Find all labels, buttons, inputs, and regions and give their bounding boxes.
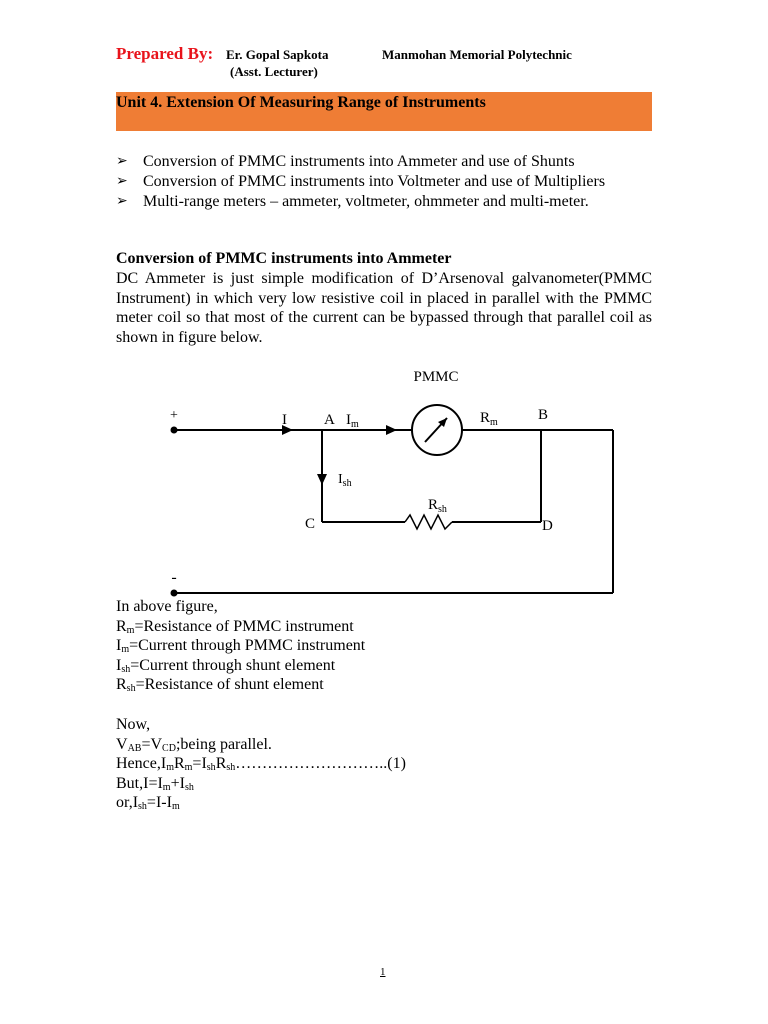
current-im-arrow: [386, 425, 397, 435]
definitions-intro: In above figure,: [116, 598, 218, 615]
prepared-by-label: Prepared By:: [116, 44, 214, 63]
node-b-label: B: [538, 407, 549, 423]
equation-vab-vcd: $V_{AB}=V_{CD};being$ parallel.: [116, 735, 272, 754]
ammeter-shunt-circuit-diagram: [160, 362, 620, 598]
node-c-label: C: [305, 516, 316, 532]
res-rsh-label: $R_{sh}$: [428, 497, 447, 515]
definition-rsh: $R_{sh}=Resistance$ of shunt element: [116, 676, 324, 694]
arrow-bullet-icon: ➢: [116, 194, 128, 209]
plus-label: +: [170, 408, 178, 423]
minus-terminal: [171, 590, 178, 597]
author-title: (Asst. Lecturer): [230, 64, 318, 79]
equation-ish: $or,I_{sh}=I-I_m$: [116, 794, 180, 812]
list-item: ➢ Multi-range meters – ammeter, voltmeter, ohmmeter and multi-meter.: [116, 193, 589, 210]
list-item: ➢ Conversion of PMMC instruments into Ammeter and use of Shunts: [116, 153, 575, 170]
node-a-label: A: [324, 412, 335, 428]
definition-rm: $R_m=Resistance$ of PMMC instrument: [116, 617, 354, 636]
now-label: Now,: [116, 716, 151, 733]
body-paragraph: DC Ammeter is just simple modification of D’Arsenoval galvanometer(PMMC Instrument) in which very low resistive coil in placed in parallel with the PMMC meter coil so that most of the current can be bypassed through that parallel coil as shown in figure below.: [116, 270, 652, 346]
minus-label: -: [171, 569, 177, 586]
res-rm-label: $R_m$: [480, 410, 498, 428]
current-i-label: I: [282, 412, 287, 428]
institution-name: Manmohan Memorial Polytechnic: [382, 47, 572, 62]
definition-ish: $I_{sh}=Current$ through shunt element: [116, 656, 336, 675]
symbol-definitions: [116, 597, 365, 695]
arrow-bullet-icon: ➢: [116, 154, 128, 169]
plus-terminal: [171, 427, 178, 434]
current-im-label: $I_m$: [346, 412, 359, 430]
author-name: Er. Gopal Sapkota: [226, 47, 329, 62]
current-ish-label: $I_{sh}$: [338, 472, 352, 489]
section-heading: Conversion of PMMC instruments into Ammeter: [116, 250, 452, 267]
equation-1: $Hence,I_mR_m=I_{sh}R_{sh}\dots\dots\dots\dots\dots\dots\dots\dots\dots..(1)$: [116, 755, 406, 773]
equation-current-sum: $But,I=I_m+I_{sh}$: [116, 774, 194, 793]
list-item: ➢ Conversion of PMMC instruments into Voltmeter and use of Multipliers: [116, 173, 606, 190]
arrow-bullet-icon: ➢: [116, 174, 128, 189]
page-number: 1: [380, 966, 386, 978]
shunt-resistor-icon: [405, 515, 452, 529]
definition-im: $I_m=Current$ through PMMC instrument: [116, 637, 366, 655]
unit-title: Unit 4. Extension Of Measuring Range of Instruments: [116, 94, 486, 111]
current-ish-arrow: [317, 474, 327, 485]
node-d-label: D: [542, 518, 553, 534]
topic-list: [116, 152, 652, 212]
pmmc-label: PMMC: [413, 369, 459, 385]
derivation: [116, 715, 406, 813]
